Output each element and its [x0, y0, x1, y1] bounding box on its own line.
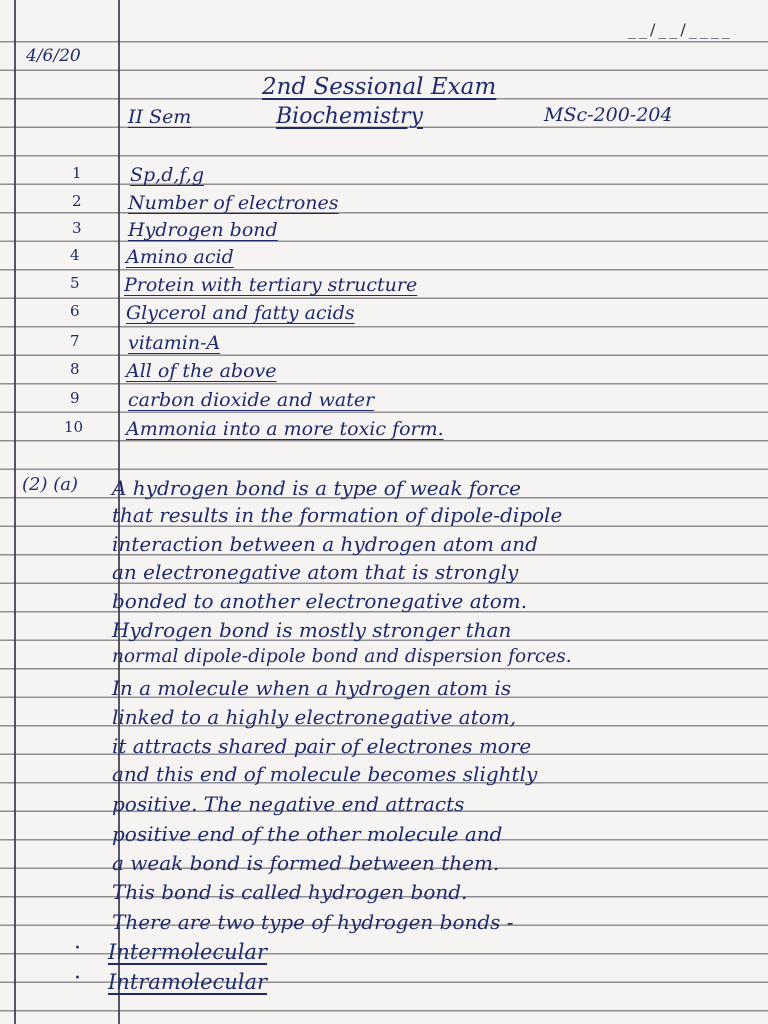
answer-2a-line-16: There are two type of hydrogen bonds - [112, 910, 514, 934]
subject: Biochemistry [276, 104, 423, 129]
answer-num-4: 4 [70, 246, 80, 264]
answer-num-2: 2 [72, 192, 82, 210]
answer-2a-line-9: linked to a highly electronegative atom, [112, 705, 517, 729]
bullet-mark-1: · [74, 936, 81, 961]
bullet-text-intermolecular: Intermolecular [108, 940, 267, 964]
answer-2a-line-15: This bond is called hydrogen bond. [112, 880, 468, 904]
answer-text-7: vitamin-A [128, 332, 221, 354]
answer-2a-line-14: a weak bond is formed between them. [112, 851, 500, 875]
bullet-text-intramolecular: Intramolecular [108, 970, 268, 994]
answer-num-1: 1 [72, 164, 82, 182]
answer-2a-line-8: In a molecule when a hydrogen atom is [112, 676, 512, 700]
answer-2a-line-2: that results in the formation of dipole-dipole [112, 503, 563, 527]
answer-text-4: Amino acid [126, 246, 234, 268]
answer-text-1: Sp,d,f,g [130, 164, 204, 186]
answer-text-2: Number of electrones [128, 192, 339, 214]
answer-num-10: 10 [64, 418, 84, 436]
answer-text-6: Glycerol and fatty acids [126, 302, 355, 324]
answer-2a-line-5: bonded to another electronegative atom. [112, 589, 528, 613]
answer-text-9: carbon dioxide and water [128, 389, 375, 411]
page-date-placeholder: __/__/____ [628, 20, 733, 39]
answer-num-9: 9 [70, 389, 80, 407]
answer-2a-line-3: interaction between a hydrogen atom and [112, 532, 538, 556]
margin-line-left [14, 0, 16, 1024]
answer-2a-line-10: it attracts shared pair of electrones more [112, 734, 532, 758]
bullet-mark-2: · [74, 966, 81, 991]
answer-text-8: All of the above [126, 360, 277, 382]
answer-num-5: 5 [70, 274, 80, 292]
answer-2a-line-7: normal dipole-dipole bond and dispersion forces. [112, 646, 572, 667]
semester: II Sem [128, 106, 192, 128]
answer-2a-line-4: an electronegative atom that is strongly [112, 560, 519, 584]
answer-2a-line-11: and this end of molecule becomes slightly [112, 762, 538, 786]
question-2a-marker: (2) (a) [22, 474, 78, 495]
answer-num-8: 8 [70, 360, 80, 378]
answer-num-7: 7 [70, 332, 80, 350]
exam-title: 2nd Sessional Exam [262, 74, 497, 100]
answer-2a-line-12: positive. The negative end attracts [112, 792, 465, 816]
answer-num-3: 3 [72, 219, 82, 237]
answer-2a-line-6: Hydrogen bond is mostly stronger than [112, 618, 512, 642]
answer-text-10: Ammonia into a more toxic form. [126, 418, 444, 440]
answer-2a-line-13: positive end of the other molecule and [112, 822, 503, 846]
answer-2a-line-1: A hydrogen bond is a type of weak force [112, 476, 521, 500]
answer-text-5: Protein with tertiary structure [124, 274, 418, 296]
answer-text-3: Hydrogen bond [128, 219, 278, 241]
roll-number: MSc-200-204 [544, 104, 673, 126]
answer-num-6: 6 [70, 302, 80, 320]
exam-date: 4/6/20 [26, 46, 81, 66]
